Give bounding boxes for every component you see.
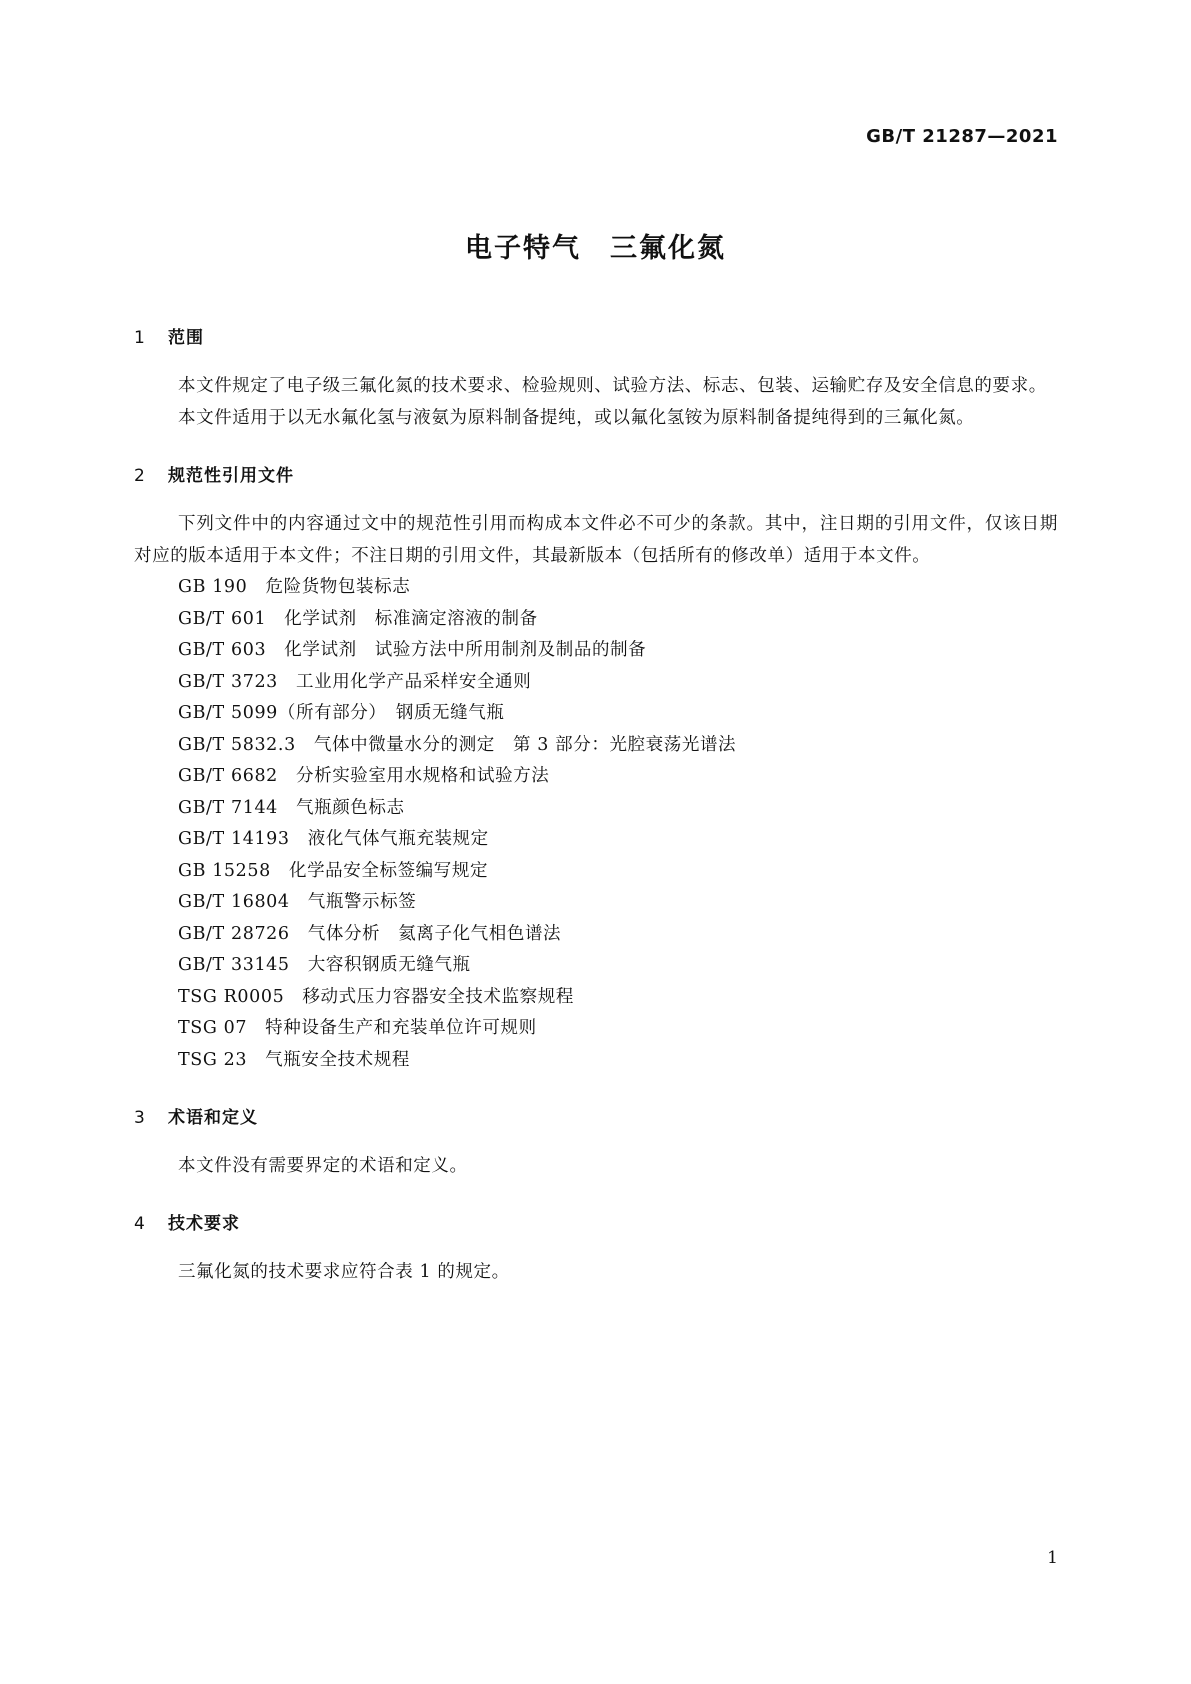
section-technical-requirements (134, 1212, 1058, 1288)
section-number: 1 (134, 328, 146, 348)
section-heading (134, 464, 1058, 488)
reference-item: TSG 23 气瓶安全技术规程 (178, 1049, 410, 1070)
page-number: 1 (1047, 1548, 1058, 1568)
section-heading (134, 326, 1058, 350)
section-number: 4 (134, 1214, 146, 1234)
reference-item: GB/T 603 化学试剂 试验方法中所用制剂及制品的制备 (178, 640, 647, 660)
document-title: 电子特气 三氟化氮 (465, 233, 726, 264)
section-terms-and-definitions (134, 1106, 1058, 1182)
section-heading (134, 1212, 1058, 1236)
paragraph: 三氟化氮的技术要求应符合表 1 的规定。 (178, 1262, 510, 1282)
section-scope (134, 326, 1058, 434)
reference-item: GB/T 33145 大容积钢质无缝气瓶 (178, 955, 471, 975)
paragraph: 下列文件中的内容通过文中的规范性引用而构成本文件必不可少的条款。其中，注日期的引用文件，仅该日期对应的版本适用于本文件；不注日期的引用文件，其最新版本（包括所有的修改单）适用于本文件。 (134, 514, 1058, 566)
reference-item: GB 15258 化学品安全标签编写规定 (178, 860, 489, 881)
section-normative-references (134, 464, 1058, 1076)
section-title: 技术要求 (168, 1214, 240, 1234)
document-body (134, 326, 1058, 1288)
paragraph: 本文件没有需要界定的术语和定义。 (178, 1156, 468, 1176)
reference-item: TSG 07 特种设备生产和充装单位许可规则 (178, 1018, 537, 1038)
reference-item: GB/T 7144 气瓶颜色标志 (178, 797, 405, 818)
paragraph: 本文件适用于以无水氟化氢与液氨为原料制备提纯，或以氟化氢铵为原料制备提纯得到的三氟化氮。 (178, 408, 975, 428)
reference-item: GB 190 危险货物包装标志 (178, 577, 411, 597)
paragraph: 本文件规定了电子级三氟化氮的技术要求、检验规则、试验方法、标志、包装、运输贮存及安全信息的要求。 (178, 376, 1047, 396)
reference-item: GB/T 16804 气瓶警示标签 (178, 892, 417, 912)
section-title: 规范性引用文件 (168, 466, 294, 486)
reference-item: TSG R0005 移动式压力容器安全技术监察规程 (178, 986, 574, 1007)
reference-list (134, 572, 1058, 1076)
section-number: 2 (134, 466, 146, 486)
reference-item: GB/T 3723 工业用化学产品采样安全通则 (178, 671, 532, 692)
section-title: 术语和定义 (168, 1108, 258, 1128)
section-number: 3 (134, 1108, 146, 1128)
section-heading (134, 1106, 1058, 1130)
standard-code: GB/T 21287—2021 (866, 126, 1058, 147)
reference-item: GB/T 5099（所有部分） 钢质无缝气瓶 (178, 703, 505, 723)
reference-item: GB/T 28726 气体分析 氦离子化气相色谱法 (178, 923, 562, 944)
reference-item: GB/T 5832.3 气体中微量水分的测定 第 3 部分：光腔衰荡光谱法 (178, 734, 737, 755)
reference-item: GB/T 601 化学试剂 标准滴定溶液的制备 (178, 608, 538, 629)
reference-item: GB/T 6682 分析实验室用水规格和试验方法 (178, 766, 550, 786)
reference-item: GB/T 14193 液化气体气瓶充装规定 (178, 829, 489, 849)
section-title: 范围 (168, 328, 204, 348)
